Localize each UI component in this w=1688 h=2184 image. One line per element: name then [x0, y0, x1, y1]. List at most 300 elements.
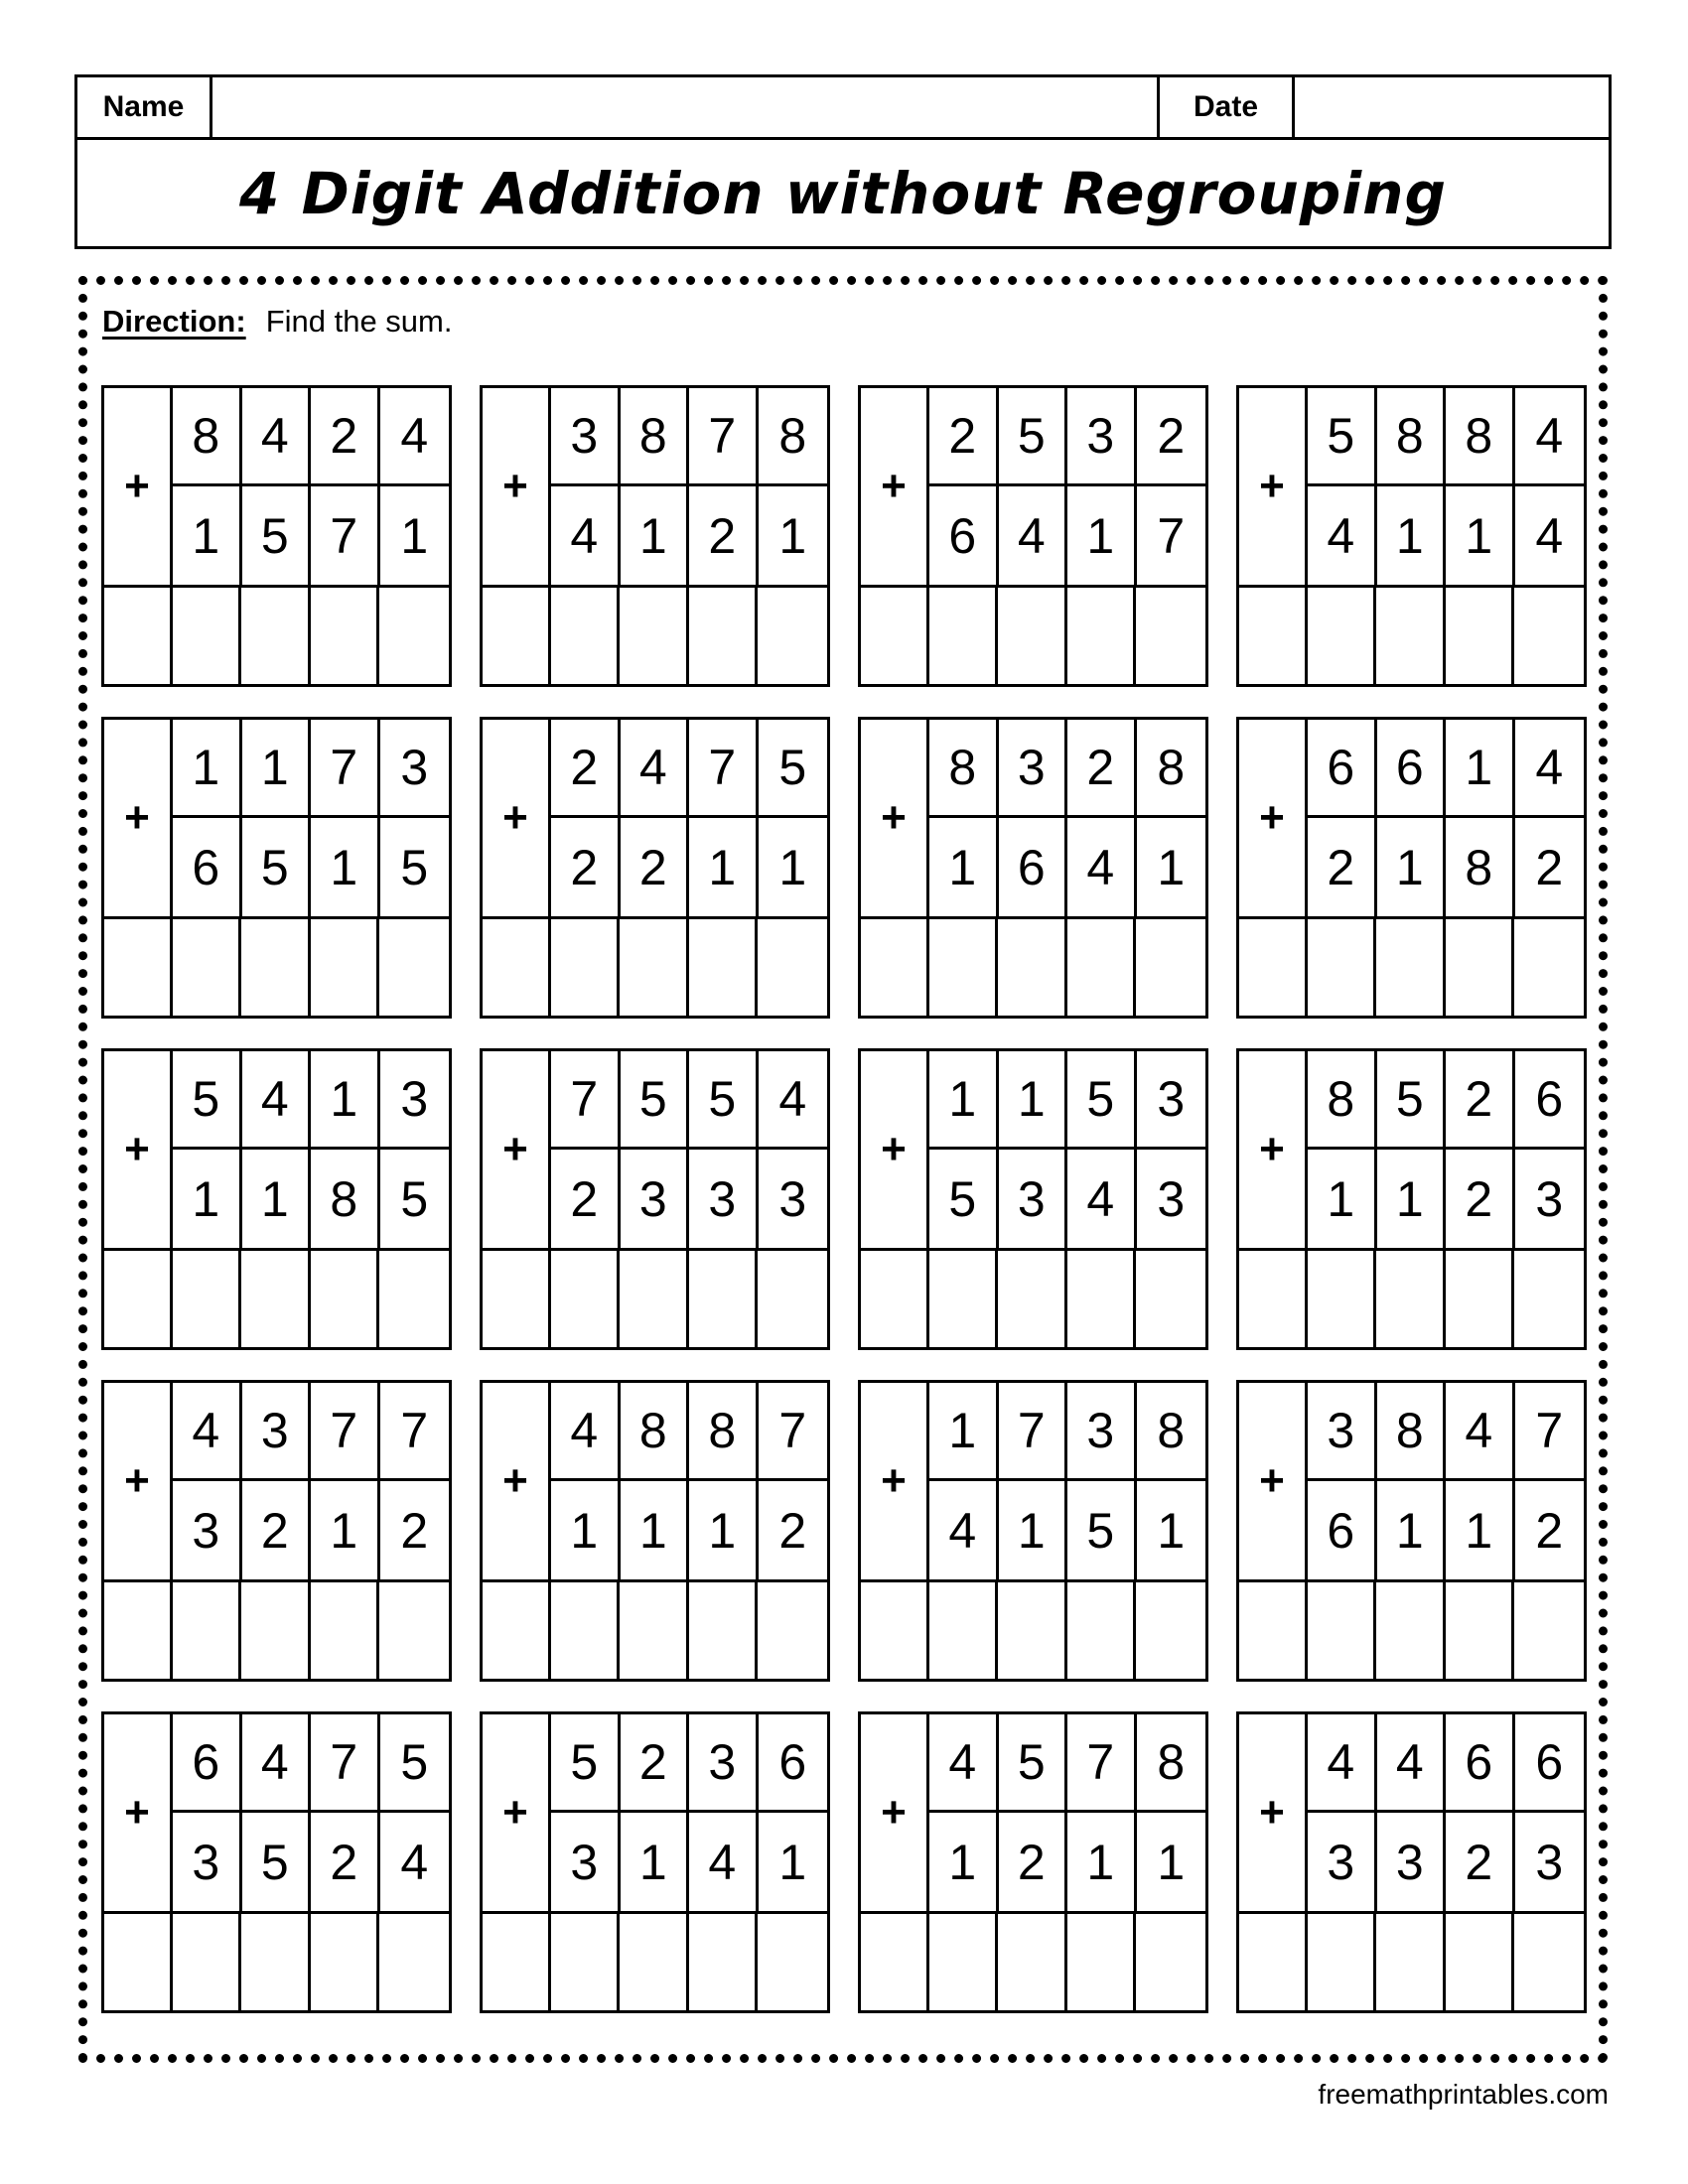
digit-cell: 3: [173, 1481, 242, 1579]
answer-carry-cell[interactable]: [861, 1251, 929, 1347]
answer-digit-box[interactable]: [1514, 1914, 1584, 2010]
digit-cell: 5: [400, 1734, 429, 1790]
addend-digits: [173, 1714, 449, 1911]
digit-cell: 3: [400, 1071, 429, 1127]
addend-digits: [551, 1383, 827, 1579]
answer-digit-box[interactable]: [379, 588, 449, 684]
answer-digit-box[interactable]: [1376, 1251, 1446, 1347]
digit-cell: 6: [778, 1734, 807, 1790]
digit-cell: 2: [400, 1502, 429, 1559]
answer-digit-box[interactable]: [1446, 1914, 1515, 2010]
addition-problem: [101, 1380, 452, 1682]
answer-digit-box[interactable]: [998, 1251, 1067, 1347]
plus-sign: +: [104, 388, 173, 585]
digit-cell: 7: [311, 1383, 380, 1478]
plus-sign: +: [1239, 388, 1308, 585]
answer-carry-cell[interactable]: [483, 1582, 551, 1679]
answer-carry-cell[interactable]: [861, 1914, 929, 2010]
digit-cell: 5: [689, 1051, 759, 1147]
addition-problem: [1236, 1711, 1587, 2013]
answer-digit-box[interactable]: [241, 919, 311, 1016]
digit-cell: 5: [173, 1051, 242, 1147]
answer-digit-box[interactable]: [551, 1251, 621, 1347]
digit-cell: 5: [621, 1051, 690, 1147]
digit-cell: 1: [778, 1834, 807, 1890]
answer-digit-box[interactable]: [173, 1582, 242, 1679]
answer-digit-box[interactable]: [1514, 1582, 1584, 1679]
answer-digit-box[interactable]: [689, 1914, 759, 2010]
plus-sign: +: [1239, 1051, 1308, 1248]
digit-cell: 3: [999, 1150, 1068, 1248]
digit-cell: 2: [311, 1813, 380, 1911]
name-field[interactable]: [212, 77, 1160, 137]
digit-cell: 2: [1308, 818, 1377, 916]
addend-digits: [929, 388, 1205, 585]
answer-carry-cell[interactable]: [1239, 588, 1308, 684]
plus-sign: +: [104, 1714, 173, 1911]
answer-digit-box[interactable]: [241, 588, 311, 684]
bottom-addend: [551, 818, 827, 916]
answer-digit-box[interactable]: [758, 1914, 827, 2010]
digit-cell: 1: [173, 720, 242, 815]
answer-digit-box[interactable]: [1514, 919, 1584, 1016]
digit-cell: 7: [1067, 1714, 1137, 1810]
digit-cell: 4: [242, 388, 312, 483]
bottom-addend: [1308, 1150, 1584, 1248]
addend-digits: [551, 720, 827, 916]
top-addend: [929, 720, 1205, 818]
answer-carry-cell[interactable]: [483, 1914, 551, 2010]
answer-digit-box[interactable]: [758, 1582, 827, 1679]
answer-digit-box[interactable]: [1067, 1914, 1137, 2010]
addend-digits: [1308, 388, 1584, 585]
digit-cell: 3: [551, 388, 621, 483]
digit-cell: 1: [778, 507, 807, 564]
digit-cell: 6: [173, 1714, 242, 1810]
answer-digit-box[interactable]: [551, 588, 621, 684]
digit-cell: 8: [1157, 1403, 1186, 1458]
answer-digit-box[interactable]: [998, 1582, 1067, 1679]
answer-digit-box[interactable]: [620, 1914, 689, 2010]
addend-digits: [551, 1714, 827, 1911]
direction: [102, 304, 453, 340]
digit-cell: 8: [1308, 1051, 1377, 1147]
answer-row: [1239, 1248, 1584, 1347]
answer-digit-box[interactable]: [1308, 919, 1377, 1016]
digit-cell: 7: [400, 1403, 429, 1458]
digit-cell: 1: [311, 818, 380, 916]
digit-cell: 1: [311, 1051, 380, 1147]
digit-cell: 3: [1377, 1813, 1447, 1911]
answer-digit-box[interactable]: [620, 919, 689, 1016]
bottom-addend: [1308, 1813, 1584, 1911]
answer-digit-box[interactable]: [551, 1582, 621, 1679]
digit-cell: 3: [1308, 1383, 1377, 1478]
answer-digit-box[interactable]: [311, 919, 380, 1016]
digit-cell: 2: [551, 720, 621, 815]
answer-carry-cell[interactable]: [1239, 1582, 1308, 1679]
answer-row: [483, 1911, 827, 2010]
digit-cell: 7: [999, 1383, 1068, 1478]
answer-digit-box[interactable]: [620, 1251, 689, 1347]
digit-cell: 1: [929, 1383, 999, 1478]
top-addend: [173, 388, 449, 486]
answer-digit-box[interactable]: [1376, 1582, 1446, 1679]
top-addend: [1308, 720, 1584, 818]
digit-cell: 1: [1377, 1481, 1447, 1579]
answer-digit-box[interactable]: [379, 1914, 449, 2010]
digit-cell: 1: [242, 720, 312, 815]
digit-cell: 1: [1157, 1502, 1186, 1559]
answer-carry-cell[interactable]: [104, 588, 173, 684]
answer-digit-box[interactable]: [620, 588, 689, 684]
top-addend: [551, 1383, 827, 1481]
digit-cell: 4: [173, 1383, 242, 1478]
date-label: Date: [1160, 77, 1295, 137]
date-field[interactable]: [1295, 77, 1609, 137]
addend-digits: [929, 1714, 1205, 1911]
plus-sign: +: [483, 1051, 551, 1248]
digit-cell: 5: [400, 839, 429, 895]
top-addend: [1308, 1714, 1584, 1813]
answer-carry-cell[interactable]: [104, 1914, 173, 2010]
plus-sign: +: [483, 1714, 551, 1911]
addition-problem: [480, 1380, 830, 1682]
digit-cell: 8: [311, 1150, 380, 1248]
addition-problem: [101, 1048, 452, 1350]
digit-cell: 7: [778, 1403, 807, 1458]
digit-cell: 4: [1535, 408, 1564, 464]
plus-sign: +: [861, 1051, 929, 1248]
digit-cell: 1: [1446, 486, 1515, 585]
answer-digit-box[interactable]: [1067, 919, 1137, 1016]
bottom-addend: [1308, 818, 1584, 916]
digit-cell: 2: [1446, 1051, 1515, 1147]
answer-digit-box[interactable]: [1376, 588, 1446, 684]
answer-row: [483, 1248, 827, 1347]
addition-problem: [858, 1711, 1208, 2013]
digit-cell: 4: [400, 1834, 429, 1890]
answer-digit-box[interactable]: [311, 1251, 380, 1347]
digit-cell: 5: [242, 1813, 312, 1911]
answer-digit-box[interactable]: [1376, 919, 1446, 1016]
digit-cell: 3: [778, 1170, 807, 1227]
digit-cell: 1: [1377, 486, 1447, 585]
answer-carry-cell[interactable]: [861, 919, 929, 1016]
digit-cell: 4: [689, 1813, 759, 1911]
name-label: Name: [77, 77, 212, 137]
answer-digit-box[interactable]: [1067, 1582, 1137, 1679]
top-addend: [173, 1714, 449, 1813]
direction-text: Find the sum.: [265, 304, 453, 339]
addition-problem: [858, 385, 1208, 687]
digit-cell: 4: [999, 486, 1068, 585]
digit-cell: 1: [778, 839, 807, 895]
answer-digit-box[interactable]: [1308, 1582, 1377, 1679]
answer-digit-box[interactable]: [929, 919, 999, 1016]
top-addend: [1308, 1383, 1584, 1481]
digit-cell: 4: [1067, 1150, 1137, 1248]
digit-cell: 1: [1157, 839, 1186, 895]
answer-digit-box[interactable]: [998, 588, 1067, 684]
addend-digits: [929, 1383, 1205, 1579]
answer-digit-box[interactable]: [173, 1914, 242, 2010]
answer-digit-box[interactable]: [1067, 588, 1137, 684]
digit-cell: 1: [929, 1051, 999, 1147]
bottom-addend: [551, 1481, 827, 1579]
answer-digit-box[interactable]: [758, 1251, 827, 1347]
answer-digit-box[interactable]: [1376, 1914, 1446, 2010]
answer-row: [861, 1911, 1205, 2010]
digit-cell: 4: [551, 486, 621, 585]
bottom-addend: [1308, 486, 1584, 585]
answer-digit-box[interactable]: [1514, 588, 1584, 684]
addend-digits: [929, 720, 1205, 916]
answer-digit-box[interactable]: [1308, 1914, 1377, 2010]
digit-cell: 1: [1446, 720, 1515, 815]
bottom-addend: [173, 818, 449, 916]
answer-row: [1239, 585, 1584, 684]
answer-digit-box[interactable]: [1136, 1251, 1205, 1347]
digit-cell: 8: [1157, 1734, 1186, 1790]
digit-cell: 4: [551, 1383, 621, 1478]
answer-digit-box[interactable]: [929, 1914, 999, 2010]
digit-cell: 4: [1308, 1714, 1377, 1810]
answer-digit-box[interactable]: [1136, 1914, 1205, 2010]
digit-cell: 8: [621, 1383, 690, 1478]
answer-digit-box[interactable]: [689, 1251, 759, 1347]
answer-digit-box[interactable]: [689, 919, 759, 1016]
bottom-addend: [1308, 1481, 1584, 1579]
answer-carry-cell[interactable]: [104, 1582, 173, 1679]
answer-digit-box[interactable]: [311, 1582, 380, 1679]
digit-cell: 7: [1157, 507, 1186, 564]
answer-digit-box[interactable]: [758, 919, 827, 1016]
answer-digit-box[interactable]: [241, 1914, 311, 2010]
digit-cell: 8: [1446, 388, 1515, 483]
digit-cell: 1: [621, 486, 690, 585]
digit-cell: 8: [689, 1383, 759, 1478]
answer-row: [104, 916, 449, 1016]
digit-cell: 4: [778, 1071, 807, 1127]
bottom-addend: [173, 486, 449, 585]
digit-cell: 5: [1067, 1481, 1137, 1579]
addition-problem: [858, 1048, 1208, 1350]
digit-cell: 8: [173, 388, 242, 483]
addend-digits: [1308, 1714, 1584, 1911]
bottom-addend: [551, 486, 827, 585]
answer-digit-box[interactable]: [1067, 1251, 1137, 1347]
answer-digit-box[interactable]: [1446, 1582, 1515, 1679]
answer-carry-cell[interactable]: [1239, 1251, 1308, 1347]
answer-digit-box[interactable]: [929, 1251, 999, 1347]
answer-digit-box[interactable]: [1446, 1251, 1515, 1347]
digit-cell: 2: [1067, 720, 1137, 815]
digit-cell: 1: [621, 1813, 690, 1911]
digit-cell: 3: [689, 1714, 759, 1810]
digit-cell: 1: [173, 486, 242, 585]
digit-cell: 1: [999, 1481, 1068, 1579]
digit-cell: 3: [242, 1383, 312, 1478]
answer-digit-box[interactable]: [379, 919, 449, 1016]
plus-sign: +: [483, 388, 551, 585]
digit-cell: 2: [311, 388, 380, 483]
plus-sign: +: [104, 1051, 173, 1248]
addition-problem: [858, 1380, 1208, 1682]
worksheet-header: [74, 74, 1612, 249]
answer-digit-box[interactable]: [1446, 588, 1515, 684]
digit-cell: 5: [778, 740, 807, 795]
answer-digit-box[interactable]: [758, 588, 827, 684]
answer-digit-box[interactable]: [998, 919, 1067, 1016]
digit-cell: 1: [689, 1481, 759, 1579]
digit-cell: 6: [1535, 1734, 1564, 1790]
digit-cell: 4: [1535, 507, 1564, 564]
answer-digit-box[interactable]: [689, 588, 759, 684]
digit-cell: 1: [1157, 1834, 1186, 1890]
digit-cell: 4: [929, 1714, 999, 1810]
answer-digit-box[interactable]: [929, 1582, 999, 1679]
answer-digit-box[interactable]: [620, 1582, 689, 1679]
answer-carry-cell[interactable]: [861, 588, 929, 684]
digit-cell: 4: [1535, 740, 1564, 795]
plus-sign: +: [861, 720, 929, 916]
digit-cell: 3: [1067, 388, 1137, 483]
digit-cell: 8: [1157, 740, 1186, 795]
digit-cell: 1: [929, 818, 999, 916]
top-addend: [551, 1051, 827, 1150]
digit-cell: 6: [1308, 720, 1377, 815]
top-addend: [173, 1051, 449, 1150]
answer-digit-box[interactable]: [551, 1914, 621, 2010]
answer-digit-box[interactable]: [379, 1582, 449, 1679]
top-addend: [551, 388, 827, 486]
answer-digit-box[interactable]: [311, 1914, 380, 2010]
digit-cell: 6: [1535, 1071, 1564, 1127]
digit-cell: 5: [551, 1714, 621, 1810]
addend-digits: [173, 388, 449, 585]
answer-carry-cell[interactable]: [104, 919, 173, 1016]
addition-problem: [1236, 717, 1587, 1019]
answer-carry-cell[interactable]: [861, 1582, 929, 1679]
digit-cell: 3: [689, 1150, 759, 1248]
answer-row: [861, 585, 1205, 684]
answer-digit-box[interactable]: [929, 588, 999, 684]
digit-cell: 8: [621, 388, 690, 483]
answer-digit-box[interactable]: [241, 1251, 311, 1347]
answer-row: [861, 1248, 1205, 1347]
digit-cell: 6: [1446, 1714, 1515, 1810]
digit-cell: 1: [929, 1813, 999, 1911]
answer-row: [483, 916, 827, 1016]
top-addend: [1308, 388, 1584, 486]
answer-carry-cell[interactable]: [483, 588, 551, 684]
top-addend: [1308, 1051, 1584, 1150]
top-addend: [929, 1051, 1205, 1150]
answer-digit-box[interactable]: [173, 1251, 242, 1347]
answer-digit-box[interactable]: [1308, 1251, 1377, 1347]
addition-problem: [1236, 385, 1587, 687]
answer-digit-box[interactable]: [1446, 919, 1515, 1016]
bottom-addend: [929, 1150, 1205, 1248]
answer-carry-cell[interactable]: [483, 1251, 551, 1347]
addition-problem: [480, 717, 830, 1019]
digit-cell: 3: [400, 740, 429, 795]
answer-digit-box[interactable]: [998, 1914, 1067, 2010]
answer-digit-box[interactable]: [1514, 1251, 1584, 1347]
digit-cell: 4: [1446, 1383, 1515, 1478]
addition-problem: [1236, 1380, 1587, 1682]
digit-cell: 6: [173, 818, 242, 916]
addend-digits: [173, 1051, 449, 1248]
digit-cell: 5: [400, 1170, 429, 1227]
answer-digit-box[interactable]: [379, 1251, 449, 1347]
answer-digit-box[interactable]: [1308, 588, 1377, 684]
answer-digit-box[interactable]: [173, 588, 242, 684]
bottom-addend: [551, 1150, 827, 1248]
digit-cell: 3: [1157, 1071, 1186, 1127]
answer-digit-box[interactable]: [1136, 919, 1205, 1016]
digit-cell: 2: [621, 818, 690, 916]
digit-cell: 2: [551, 1150, 621, 1248]
answer-digit-box[interactable]: [311, 588, 380, 684]
digit-cell: 5: [999, 388, 1068, 483]
answer-digit-box[interactable]: [689, 1582, 759, 1679]
answer-carry-cell[interactable]: [483, 919, 551, 1016]
answer-digit-box[interactable]: [241, 1582, 311, 1679]
digit-cell: 2: [1535, 1502, 1564, 1559]
bottom-addend: [929, 1481, 1205, 1579]
answer-carry-cell[interactable]: [104, 1251, 173, 1347]
digit-cell: 2: [1157, 408, 1186, 464]
plus-sign: +: [861, 388, 929, 585]
answer-digit-box[interactable]: [1136, 1582, 1205, 1679]
answer-row: [104, 1579, 449, 1679]
digit-cell: 7: [311, 486, 380, 585]
digit-cell: 1: [999, 1051, 1068, 1147]
digit-cell: 2: [621, 1714, 690, 1810]
addition-problem: [858, 717, 1208, 1019]
answer-carry-cell[interactable]: [1239, 919, 1308, 1016]
digit-cell: 2: [999, 1813, 1068, 1911]
digit-cell: 4: [1067, 818, 1137, 916]
answer-carry-cell[interactable]: [1239, 1914, 1308, 2010]
digit-cell: 1: [551, 1481, 621, 1579]
answer-digit-box[interactable]: [1136, 588, 1205, 684]
digit-cell: 1: [1067, 1813, 1137, 1911]
addend-digits: [1308, 1383, 1584, 1579]
top-addend: [929, 388, 1205, 486]
top-addend: [929, 1383, 1205, 1481]
digit-cell: 5: [242, 818, 312, 916]
digit-cell: 6: [1377, 720, 1447, 815]
digit-cell: 2: [1446, 1813, 1515, 1911]
answer-digit-box[interactable]: [551, 919, 621, 1016]
bottom-addend: [551, 1813, 827, 1911]
digit-cell: 5: [999, 1714, 1068, 1810]
addend-digits: [173, 1383, 449, 1579]
digit-cell: 8: [1377, 388, 1447, 483]
digit-cell: 1: [689, 818, 759, 916]
digit-cell: 6: [999, 818, 1068, 916]
digit-cell: 5: [929, 1150, 999, 1248]
digit-cell: 7: [311, 720, 380, 815]
answer-digit-box[interactable]: [173, 919, 242, 1016]
top-addend: [173, 1383, 449, 1481]
digit-cell: 5: [1308, 388, 1377, 483]
plus-sign: +: [861, 1714, 929, 1911]
answer-row: [483, 585, 827, 684]
